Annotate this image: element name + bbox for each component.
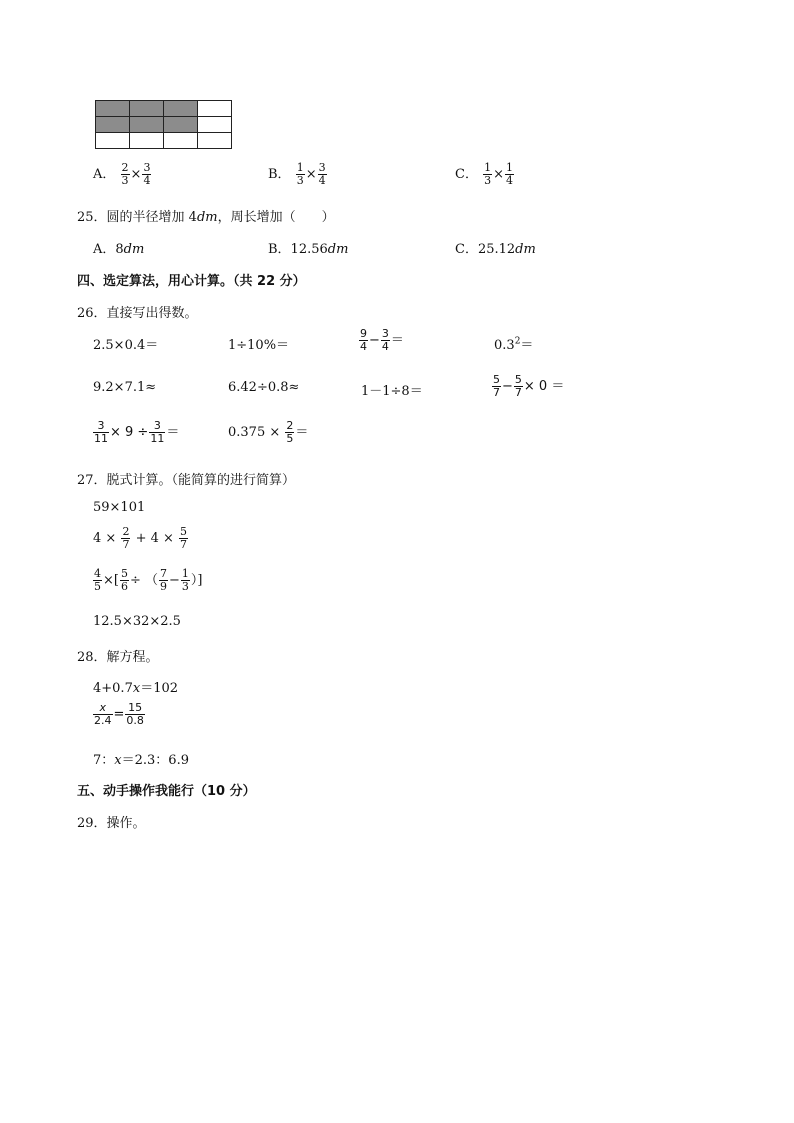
q24-option-a[interactable]: [93, 162, 152, 187]
q27-line-3: $\frac{4}{5}$ ×[ $\frac{5}{6}$ ÷ （ $\frac{7}{9}$ − $\frac{1}{3}$ ）]: [94, 567, 203, 593]
q25-stem: [77, 206, 335, 225]
times-operator: ×: [305, 167, 317, 182]
times-operator: ×: [493, 167, 504, 182]
grid-cell-shaded: [96, 117, 130, 133]
q26-item-2: 1÷10%＝: [228, 338, 290, 353]
q26-item-6: 6.42÷0.8≈: [228, 380, 300, 395]
grid-cell-empty: [198, 133, 232, 149]
q25-option-c[interactable]: [455, 238, 536, 257]
q28-title: 28．解方程。: [77, 650, 159, 665]
grid-cell-empty: [96, 133, 130, 149]
q26-item-4: $0.3^2=$: [494, 336, 534, 353]
option-label: A．: [93, 167, 116, 182]
q26-item-3: $\frac{9}{4}$ − $\frac{3}{4}$ ＝: [360, 327, 404, 353]
grid-cell-empty: [198, 101, 232, 117]
fraction: $\frac{1}{3}$: [296, 161, 304, 187]
q27-line-2: 4 × $\frac{2}{7}$ + 4 × $\frac{5}{7}$: [93, 525, 188, 551]
stem-text: ，周长增加（ ）: [217, 210, 335, 225]
shaded-grid-figure: [95, 100, 232, 149]
option-label: B．: [268, 167, 291, 182]
q26-title: 26．直接写出得数。: [77, 306, 198, 321]
q26-item-10: 0.375 × $\frac{2}{5}$ ＝: [228, 419, 309, 445]
fraction: $\frac{1}{3}$: [484, 161, 492, 187]
times-operator: ×: [130, 167, 142, 182]
q28-equation-3: 7：x＝2.3：6.9: [93, 753, 189, 768]
grid-cell-shaded: [130, 101, 164, 117]
option-label: B．12.56: [268, 242, 328, 257]
grid-cell-shaded: [130, 117, 164, 133]
unit: dm: [327, 242, 349, 257]
unit: dm: [515, 242, 536, 257]
q26-item-1: 2.5×0.4＝: [93, 338, 159, 353]
stem-text: 25．圆的半径增加 4: [77, 210, 197, 225]
unit: dm: [196, 210, 218, 225]
fraction: $\frac{3}{4}$: [143, 161, 151, 187]
q27-line-1: 59×101: [93, 500, 146, 515]
section-heading-4: 四、选定算法，用心计算。（共 22 分）: [77, 274, 306, 289]
option-label: C．25.12: [455, 242, 516, 257]
grid-cell-empty: [164, 133, 198, 149]
q25-option-a[interactable]: [93, 238, 144, 257]
grid-row: [96, 101, 232, 117]
q28-equation-2: $\frac{x}{2.4}$ = $\frac{15}{0.8}$: [94, 701, 144, 727]
q26-item-8: $\frac{5}{7}$ − $\frac{5}{7}$ × 0 ＝: [493, 373, 565, 399]
fraction: $\frac{1}{4}$: [506, 161, 513, 187]
q29-title: 29．操作。: [77, 816, 146, 831]
q24-option-c[interactable]: [455, 162, 515, 187]
grid-cell-empty: [198, 117, 232, 133]
grid-cell-shaded: [164, 101, 198, 117]
q27-line-4: 12.5×32×2.5: [93, 614, 181, 629]
q26-item-9: $\frac{3}{11}$ × 9 ÷ $\frac{3}{11}$ ＝: [94, 419, 180, 445]
q27-title: 27．脱式计算。（能简算的进行简算）: [77, 473, 296, 488]
fraction: $\frac{3}{4}$: [318, 161, 326, 187]
q28-equation-1: 4+0.7x＝102: [93, 681, 179, 696]
grid-cell-empty: [130, 133, 164, 149]
option-label: C．: [455, 167, 478, 182]
section-heading-5: 五、动手操作我能行（10 分）: [77, 784, 256, 799]
grid-row: [96, 133, 232, 149]
option-label: A．8: [93, 242, 124, 257]
q26-item-7: 1－1÷8＝: [361, 384, 423, 399]
q24-option-b[interactable]: [268, 162, 328, 187]
unit: dm: [123, 242, 145, 257]
fraction: $\frac{2}{3}$: [121, 161, 129, 187]
q25-option-b[interactable]: [268, 238, 348, 257]
grid-row: [96, 117, 232, 133]
q26-item-5: 9.2×7.1≈: [93, 380, 157, 395]
grid-cell-shaded: [164, 117, 198, 133]
grid-cell-shaded: [96, 101, 130, 117]
